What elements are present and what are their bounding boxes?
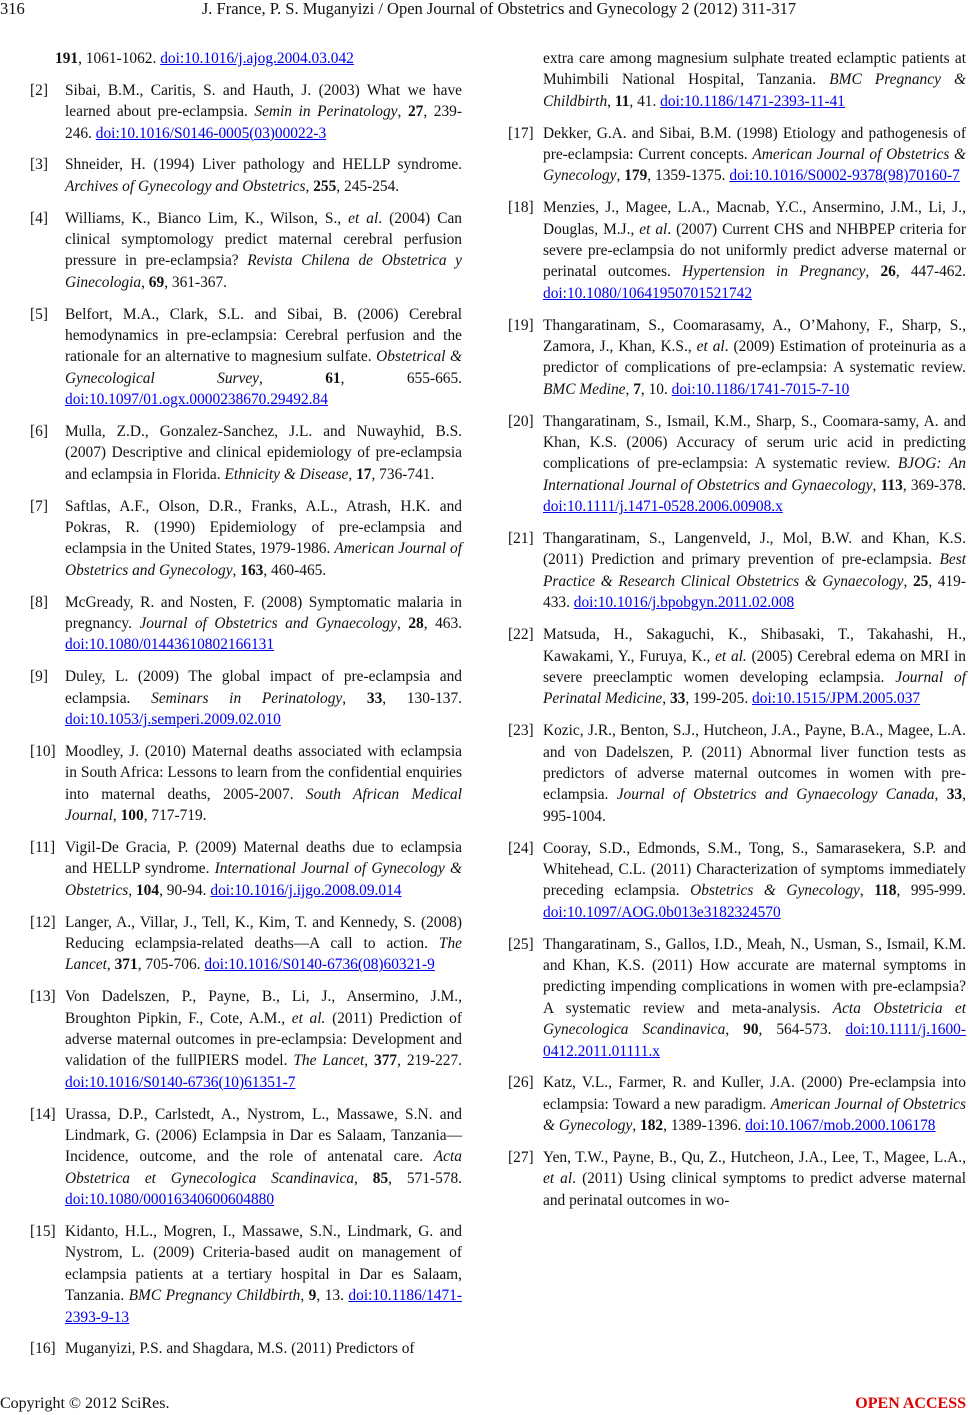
doi-link[interactable]: doi:10.1016/S0140-6736(08)60321-9 — [204, 956, 435, 974]
reference-text: , 1061-1062. — [78, 50, 161, 67]
reference-number: [8] — [30, 593, 48, 611]
reference-text: , — [632, 1117, 641, 1135]
reference-text: , 995-1004. — [543, 786, 966, 825]
reference-number: [10] — [30, 742, 56, 760]
reference-number: [3] — [30, 156, 48, 174]
doi-link[interactable]: doi:10.1097/AOG.0b013e3182324570 — [543, 903, 781, 921]
reference-text: extra care among magnesium sulphate treated eclamptic patients at Muhimbili National Hospital, Tanzania. — [543, 50, 966, 89]
volume-number: 61 — [325, 369, 341, 387]
journal-title: et al. — [715, 647, 747, 665]
journal-title: et al. — [291, 1009, 326, 1027]
reference-text: Muganyizi, P.S. and Shagdara, M.S. (2011) Predictors of — [65, 1340, 415, 1358]
reference-entry — [30, 912, 462, 976]
journal-title: Journal of Perinatal Medicine — [543, 668, 966, 708]
reference-text: Saftlas, A.F., Olson, D.R., Franks, A.L., Atrash, H.K. and Pokras, R. (1990) Epidemiology of pre-eclampsia and eclampsia in the United States, 1979-1986. — [65, 497, 462, 558]
reference-number: [17] — [508, 124, 534, 142]
reference-text: , — [607, 92, 615, 110]
reference-number: [27] — [508, 1148, 534, 1166]
reference-text: Thangaratinam, S., Gallos, I.D., Meah, N., Usman, S., Ismail, K.M. and Khan, K.S. (2011) How accurate are maternal symptoms in predicting impending complications in women with pre-eclampsia? A systematic review and meta-analysis. — [543, 935, 966, 1017]
reference-text: Thangaratinam, S., Langenveld, J., Mol, B.W. and Khan, K.S. (2011) Prediction and primary prevention of pre-eclampsia. — [543, 530, 966, 569]
copyright-notice: Copyright © 2012 SciRes. — [0, 1395, 170, 1412]
reference-text: Vigil-De Gracia, P. (2009) Maternal deaths due to eclampsia and HELLP syndrome. — [65, 838, 462, 878]
reference-entry — [30, 666, 462, 730]
volume-number: 90 — [743, 1021, 759, 1039]
reference-continuation — [508, 48, 966, 112]
open-access-label: OPEN ACCESS — [855, 1395, 966, 1412]
journal-title: American Journal of Obstetrics and Gynecology — [65, 540, 462, 579]
reference-text: , 447-462. — [895, 263, 967, 281]
reference-text: , — [128, 881, 136, 899]
reference-text: Matsuda, H., Sakaguchi, K., Shibasaki, T., Takahashi, H., Kawakami, Y., Furuya, K., — [543, 626, 966, 665]
reference-text: . (2009) Estimation of proteinuria as a predictor of complications of pre-eclampsia: A systematic review. — [543, 338, 966, 377]
reference-text: , 239-246. — [65, 103, 462, 142]
reference-number: [19] — [508, 316, 534, 334]
doi-link[interactable]: doi:10.1016/j.ijgo.2008.09.014 — [210, 881, 402, 899]
reference-text: , 13. — [316, 1287, 349, 1305]
reference-entry — [30, 208, 462, 294]
volume-number: 163 — [240, 561, 264, 579]
reference-text: , 717-719. — [143, 807, 207, 825]
reference-text: , — [348, 465, 357, 483]
reference-number: [24] — [508, 839, 534, 857]
reference-text: , 10. — [640, 380, 672, 398]
reference-entry — [508, 411, 966, 518]
volume-number: 28 — [408, 615, 424, 633]
reference-number: [15] — [30, 1222, 56, 1240]
journal-title: BMC Pregnancy Childbirth — [128, 1287, 301, 1305]
reference-number: [2] — [30, 81, 48, 99]
volume-number: 179 — [624, 167, 648, 185]
journal-title: South African Medical Journal — [65, 785, 462, 825]
volume-number: 191 — [55, 50, 79, 67]
journal-title: Archives of Gynecology and Obstetrics — [65, 177, 306, 195]
reference-text: (2005) Cerebral edema on MRI in severe preeclamptic women developing eclampsia. — [543, 647, 966, 686]
reference-text: Kozic, J.R., Benton, S.J., Hutcheon, J.A., Payne, B.A., Magee, L.A. and von Dadelszen, P. (2011) Abnormal liver function tests as predictors of adverse maternal outcomes in women with pre-eclampsia. — [543, 722, 966, 804]
reference-entry — [508, 315, 966, 401]
doi-link[interactable]: doi:10.1016/j.bpobgyn.2011.02.008 — [573, 594, 795, 612]
journal-title: BMC Medine — [543, 380, 626, 398]
journal-title: et al — [348, 209, 379, 227]
reference-text: . (2011) Using clinical symptoms to predict adverse maternal and perinatal outcomes in wo- — [543, 1170, 966, 1209]
reference-text: , 460-465. — [263, 561, 327, 579]
reference-text: , — [106, 956, 115, 974]
journal-title: Acta Obstetricia et Gynecologica Scandinavica — [543, 999, 967, 1039]
doi-link[interactable]: doi:10.1080/00016340600604880 — [65, 1191, 275, 1209]
volume-number: 113 — [880, 476, 903, 494]
reference-entry — [508, 624, 966, 710]
reference-number: [6] — [30, 423, 48, 441]
doi-link[interactable]: doi:10.1016/j.ajog.2004.03.042 — [160, 50, 354, 67]
volume-number: 27 — [407, 103, 424, 121]
reference-text: , — [859, 882, 875, 900]
doi-link[interactable]: doi:10.1016/S0002-9378(98)70160-7 — [729, 167, 960, 185]
reference-text: Sibai, B.M., Caritis, S. and Hauth, J. (2003) What we have learned about pre-eclampsia. — [65, 81, 462, 121]
reference-number: [11] — [30, 838, 56, 856]
reference-text: , 130-137. — [382, 689, 463, 707]
reference-entry — [30, 1338, 462, 1359]
reference-text: Belfort, M.A., Clark, S.L. and Sibai, B. (2006) Cerebral hemodynamics in pre-eclampsia: Cerebral perfusion and the rationale for an alternative to magnesium sulfate. — [65, 305, 462, 366]
reference-text: Thangaratinam, S., Coomarasamy, A., O’Mahony, F., Sharp, S., Zamora, J., Khan, K.S., — [543, 316, 966, 356]
reference-entry — [30, 304, 462, 411]
journal-title: Hypertension in Pregnancy — [682, 263, 866, 281]
volume-number: 26 — [880, 263, 896, 281]
reference-entry — [508, 1072, 966, 1136]
reference-number: [7] — [30, 497, 48, 515]
reference-number: [26] — [508, 1074, 534, 1092]
reference-text: , 90-94. — [159, 881, 211, 899]
journal-title: Semin in Perinatology — [254, 103, 398, 121]
running-head: J. France, P. S. Muganyizi / Open Journal of Obstetrics and Gynecology 2 (2012) 311-317 — [201, 0, 797, 18]
reference-text: , 361-367. — [164, 273, 228, 291]
doi-link[interactable]: doi:10.1053/j.semperi.2009.02.010 — [65, 711, 281, 729]
volume-number: 11 — [614, 92, 630, 110]
doi-link[interactable]: doi:10.1186/1471-2393-11-41 — [660, 92, 845, 110]
reference-entry — [508, 1147, 966, 1211]
volume-number: 182 — [640, 1117, 664, 1135]
reference-text: , — [305, 177, 314, 195]
reference-text: Shneider, H. (1994) Liver pathology and HELLP syndrome. — [65, 156, 462, 174]
volume-number: 118 — [874, 882, 897, 900]
reference-text: , — [141, 273, 149, 291]
reference-entry — [30, 421, 462, 485]
reference-text: , — [364, 1052, 374, 1070]
journal-title: et al — [543, 1170, 573, 1188]
reference-text: , — [397, 103, 408, 121]
reference-text: , 369-378. — [902, 476, 966, 494]
journal-title: The Lancet — [65, 934, 462, 974]
journal-title: Ethnicity & Disease — [224, 465, 349, 483]
reference-text: , — [342, 689, 367, 707]
journal-title: et al — [696, 338, 725, 356]
reference-number: [5] — [30, 305, 48, 323]
reference-text: Thangaratinam, S., Ismail, K.M., Sharp, S., Coomara-samy, A. and Khan, K.S. (2006) Accuracy of serum uric acid in predicting complications of pre-eclampsia: A systematic review. — [543, 412, 966, 473]
reference-text: McGready, R. and Nosten, F. (2008) Symptomatic malaria in pregnancy. — [65, 593, 462, 633]
reference-text: , — [354, 1169, 373, 1187]
reference-text: , — [934, 786, 947, 804]
reference-number: [23] — [508, 722, 534, 740]
journal-title: American Journal of Obstetrics & Gynecology — [543, 146, 966, 185]
reference-text: Duley, L. (2009) The global impact of pre-eclampsia and eclampsia. — [65, 668, 462, 707]
doi-link[interactable]: doi:10.1080/01443610802166131 — [65, 636, 275, 654]
reference-text: Von Dadelszen, P., Payne, B., Li, J., Ansermino, J.M., Broughton Pipkin, F., Cote, A.M., — [65, 988, 462, 1027]
reference-text: , 705-706. — [137, 956, 205, 974]
reference-entry — [30, 496, 462, 582]
reference-entry — [30, 741, 462, 827]
reference-text: , 245-254. — [336, 177, 400, 195]
reference-text: , — [300, 1287, 309, 1305]
doi-link[interactable]: doi:10.1016/S0146-0005(03)00022-3 — [95, 124, 327, 142]
reference-number: [9] — [30, 668, 48, 686]
reference-text: , — [232, 561, 241, 579]
reference-entry — [508, 197, 966, 304]
reference-text: Menzies, J., Magee, L.A., Macnab, Y.C., Ansermino, J.M., Li, J., Douglas, M.J., — [543, 199, 966, 238]
reference-text: . (2007) Current CHS and NHBPEP criteria for severe pre-eclampsia do not uniformly predict adverse maternal or perinatal outcomes. — [543, 220, 966, 281]
reference-entry — [508, 123, 966, 187]
reference-continuation — [30, 48, 462, 69]
volume-number: 25 — [912, 572, 929, 590]
reference-number: [18] — [508, 199, 534, 217]
journal-title: Best Practice & Research Clinical Obstetrics & Gynaecology — [543, 551, 966, 590]
journal-title: Acta Obstetrica et Gynecologica Scandinavica — [65, 1148, 462, 1187]
reference-entry — [30, 80, 462, 144]
reference-number: [21] — [508, 530, 534, 548]
doi-link[interactable]: doi:10.1111/j.1471-0528.2006.00908.x — [543, 498, 783, 516]
reference-text: , — [865, 263, 881, 281]
volume-number: 33 — [669, 690, 686, 708]
volume-number: 371 — [114, 956, 138, 974]
journal-title: BMC Pregnancy & Childbirth — [543, 71, 967, 110]
reference-number: [22] — [508, 626, 534, 644]
reference-entry — [30, 1104, 462, 1211]
reference-entry — [508, 528, 966, 614]
reference-text: , — [396, 615, 409, 633]
reference-number: [4] — [30, 209, 48, 227]
reference-number: [14] — [30, 1105, 56, 1123]
reference-number: [25] — [508, 935, 534, 953]
journal-title: The Lancet — [293, 1052, 365, 1070]
reference-text: , — [112, 807, 121, 825]
reference-text: Katz, V.L., Farmer, R. and Kuller, J.A. (2000) Pre-eclampsia into eclampsia: Toward a new paradigm. — [543, 1074, 966, 1113]
reference-text: Mulla, Z.D., Gonzalez-Sanchez, J.L. and Nuwayhid, B.S. (2007) Descriptive and clinical epidemiology of pre-eclampsia and eclampsia in Florida. — [65, 423, 462, 483]
journal-title: BJOG: An International Journal of Obstetrics and Gynaecology — [543, 455, 966, 494]
reference-text: , 199-205. — [685, 690, 753, 708]
reference-number: [20] — [508, 412, 534, 430]
volume-number: 33 — [946, 786, 963, 804]
volume-number: 69 — [148, 273, 165, 291]
reference-text: Moodley, J. (2010) Maternal deaths associated with eclampsia in South Africa: Lessons to learn from the confidential enquiries into maternal deaths, 2005-2007. — [65, 742, 462, 803]
reference-entry — [30, 1221, 462, 1328]
volume-number: 255 — [313, 177, 337, 195]
reference-entry — [508, 720, 966, 827]
volume-number: 7 — [633, 380, 641, 398]
doi-link[interactable]: doi:10.1515/JPM.2005.037 — [752, 690, 921, 708]
reference-text: , 655-665. — [340, 369, 462, 387]
reference-entry — [508, 934, 966, 1062]
reference-text: , 1359-1375. — [647, 167, 730, 185]
reference-text: , 419-433. — [543, 572, 966, 612]
reference-text: Langer, A., Villar, J., Tell, K., Kim, T. and Kennedy, S. (2008) Reducing eclampsia-related deaths—A call to action. — [65, 913, 462, 952]
reference-text: (2011) Prediction of adverse maternal outcomes in pre-eclampsia: Development and validation of the fullPIERS model. — [65, 1009, 462, 1070]
reference-text: , — [616, 167, 625, 185]
journal-title: Obstetrical & Gynecological Survey — [65, 348, 462, 387]
reference-text: , 463. — [423, 615, 462, 633]
journal-title: Journal of Obstetrics and Gynaecology Canada — [616, 786, 935, 804]
doi-link[interactable]: doi:10.1097/01.ogx.0000238670.29492.84 — [65, 391, 328, 409]
reference-text: , 571-578. — [388, 1169, 463, 1187]
reference-text: . (2004) Can clinical symptomology predict maternal cerebral perfusion pressure in pre-eclampsia? — [65, 209, 462, 270]
doi-link[interactable]: doi:10.1080/10641950701521742 — [543, 284, 753, 302]
reference-text: , — [725, 1021, 744, 1039]
volume-number: 9 — [308, 1287, 317, 1305]
reference-column-left — [30, 48, 462, 1360]
reference-entry — [30, 837, 462, 901]
page-header — [0, 0, 968, 20]
volume-number: 33 — [366, 689, 383, 707]
reference-number: [16] — [30, 1340, 56, 1358]
reference-text: Williams, K., Bianco Lim, K., Wilson, S., — [65, 209, 349, 227]
reference-text: Kidanto, H.L., Mogren, I., Massawe, S.N., Lindmark, G. and Nystrom, L. (2009) Criteria-based audit on management of eclampsia patients at a tertiary hospital in Dar es Salaam, Tanzania. — [65, 1222, 462, 1305]
reference-text: Yen, T.W., Payne, B., Qu, Z., Hutcheon, J.A., Lee, T., Magee, L.A., — [543, 1148, 966, 1166]
volume-number: 17 — [356, 465, 372, 483]
reference-text: , 564-573. — [758, 1021, 846, 1039]
journal-title: International Journal of Gynecology & Obstetrics — [65, 860, 462, 899]
reference-entry — [508, 838, 966, 924]
journal-title: Revista Chilena de Obstetrica y Ginecologia — [65, 252, 463, 291]
page-number: 316 — [0, 0, 25, 18]
reference-text: , 1389-1396. — [663, 1117, 746, 1135]
reference-text: Dekker, G.A. and Sibai, B.M. (1998) Etiology and pathogenesis of pre-eclampsia: Current concepts. — [543, 124, 966, 164]
doi-link[interactable]: doi:10.1186/1471-2393-9-13 — [65, 1287, 462, 1326]
reference-text: , — [625, 380, 634, 398]
volume-number: 104 — [135, 881, 160, 899]
volume-number: 85 — [372, 1169, 389, 1187]
volume-number: 377 — [374, 1052, 398, 1070]
reference-text: , — [872, 476, 881, 494]
doi-link[interactable]: doi:10.1067/mob.2000.106178 — [745, 1117, 936, 1135]
reference-text: Cooray, S.D., Edmonds, S.M., Tong, S., Samarasekera, S.P. and Whitehead, C.L. (2011) Characterization of symptoms immediately preceding eclampsia. — [543, 839, 966, 900]
reference-number: [13] — [30, 988, 56, 1006]
journal-title: et al — [639, 220, 668, 238]
doi-link[interactable]: doi:10.1111/j.1600-0412.2011.01111.x — [543, 1021, 966, 1060]
journal-title: Obstetrics & Gynecology — [690, 882, 860, 900]
reference-text: , 41. — [629, 92, 661, 110]
reference-text: , — [662, 690, 670, 708]
journal-title: Seminars in Perinatology — [151, 689, 343, 707]
journal-title: American Journal of Obstetrics & Gynecology — [543, 1095, 966, 1135]
reference-column-right — [508, 48, 966, 1211]
reference-text: , — [259, 369, 326, 387]
reference-number: [12] — [30, 913, 56, 931]
journal-title: Journal of Obstetrics and Gynaecology — [139, 615, 397, 633]
doi-link[interactable]: doi:10.1186/1741-7015-7-10 — [671, 380, 850, 398]
reference-text: , 995-999. — [896, 882, 966, 900]
reference-entry — [30, 154, 462, 197]
reference-text: Urassa, D.P., Carlstedt, A., Nystrom, L., Massawe, S.N. and Lindmark, G. (2006) Eclampsia in Dar es Salaam, Tanzania—Incidence, outcome, and the role of antenatal care. — [65, 1105, 462, 1166]
doi-link[interactable]: doi:10.1016/S0140-6736(10)61351-7 — [65, 1073, 296, 1091]
volume-number: 100 — [120, 807, 144, 825]
reference-entry — [30, 592, 462, 656]
reference-text: , 736-741. — [371, 465, 435, 483]
reference-entry — [30, 986, 462, 1093]
reference-text: , 219-227. — [397, 1052, 462, 1070]
reference-text: , — [903, 572, 913, 590]
